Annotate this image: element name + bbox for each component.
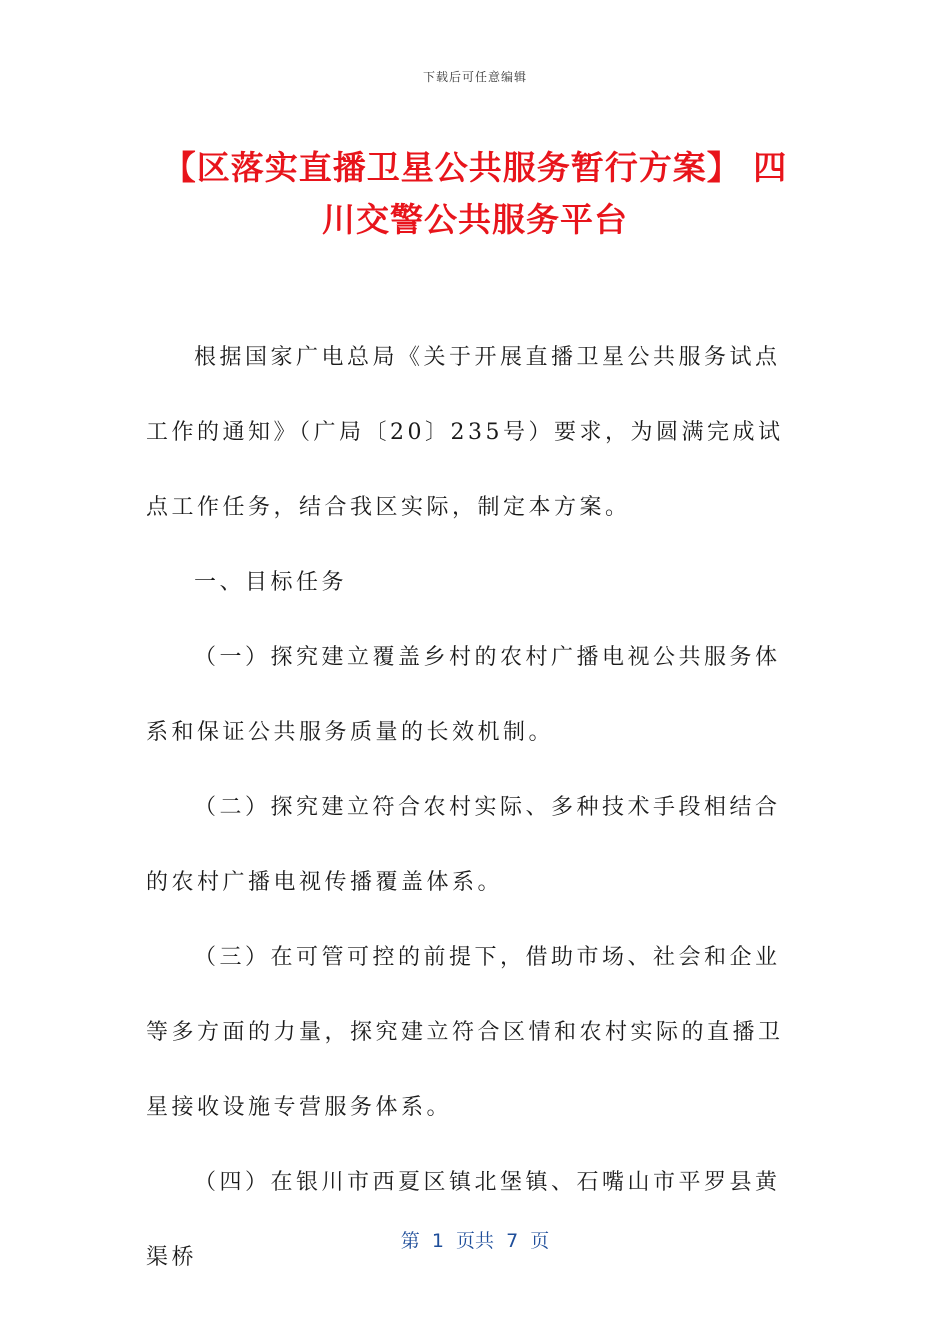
document-body xyxy=(146,320,796,1295)
paragraph-item-1: （一）探究建立覆盖乡村的农村广播电视公共服务体系和保证公共服务质量的长效机制。 xyxy=(146,645,781,745)
paragraph-item-3: （三）在可管可控的前提下，借助市场、社会和企业等多方面的力量，探究建立符合区情和农村实际的直播卫星接收设施专营服务体系。 xyxy=(146,945,784,1120)
paragraph-intro: 根据国家广电总局《关于开展直播卫星公共服务试点工作的通知》（广局〔20〕235号）要求，为圆满完成试点工作任务，结合我区实际，制定本方案。 xyxy=(146,345,784,520)
document-title: 【区落实直播卫星公共服务暂行方案】 四川交警公共服务平台 xyxy=(162,148,788,239)
paragraph-item-2: （二）探究建立符合农村实际、多种技术手段相结合的农村广播电视传播覆盖体系。 xyxy=(146,795,781,895)
page-footer: 第 1 页共 7 页 xyxy=(400,1230,550,1252)
paragraph-item-4: （四）在银川市西夏区镇北堡镇、石嘴山市平罗县黄渠桥 xyxy=(146,1170,781,1270)
header-note: 下载后可任意编辑 xyxy=(422,70,527,84)
section-heading-goals: 一、目标任务 xyxy=(194,570,348,595)
